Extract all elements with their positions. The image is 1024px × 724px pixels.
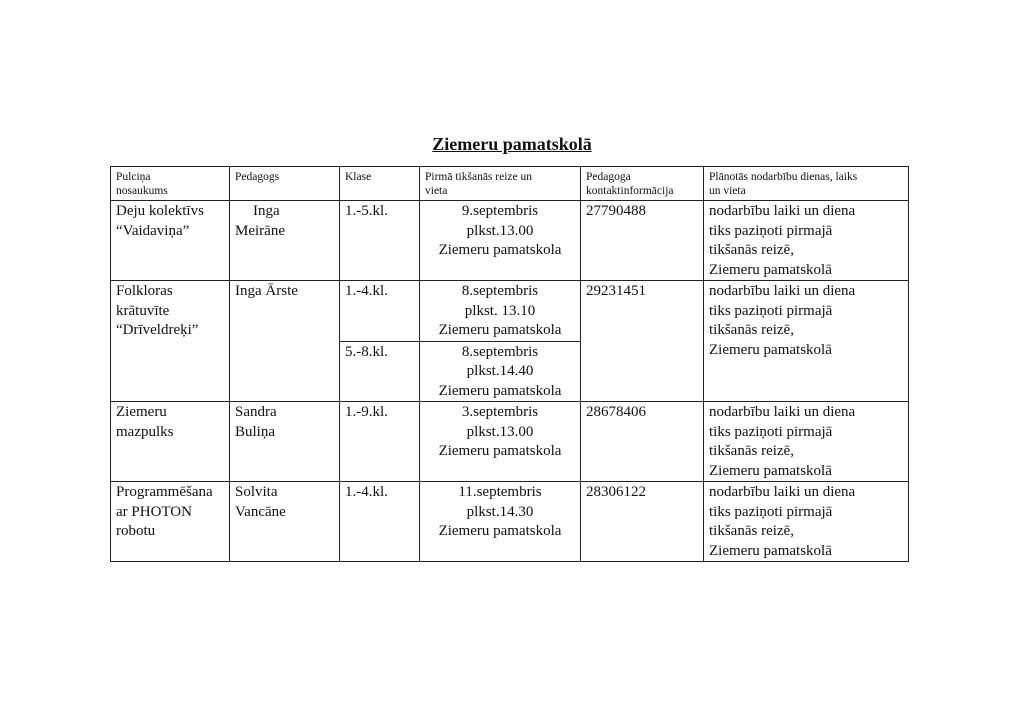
table-row	[111, 402, 909, 482]
document-title: Ziemeru pamatskolā	[432, 134, 592, 154]
class-cell: 1.-4.kl.	[340, 482, 420, 562]
class-cell: 1.-5.kl.	[340, 201, 420, 281]
first-meeting-cell: 8.septembris plkst.14.40 Ziemeru pamatskola	[420, 341, 581, 402]
activities-table	[110, 166, 909, 562]
teacher-cell: Sandra Buliņa	[230, 402, 340, 482]
activity-name-cell: Programmēšana ar PHOTON robotu	[111, 482, 230, 562]
planned-cell: nodarbību laiki un diena tiks paziņoti pirmajā tikšanās reizē, Ziemeru pamatskolā	[704, 281, 909, 402]
first-meeting-cell: 8.septembris plkst. 13.10 Ziemeru pamatskola	[420, 281, 581, 342]
header-teacher: Pedagogs	[230, 167, 340, 201]
contact-cell: 29231451	[581, 281, 704, 402]
first-meeting-cell: 9.septembris plkst.13.00 Ziemeru pamatskola	[420, 201, 581, 281]
activity-name-cell: Ziemeru mazpulks	[111, 402, 230, 482]
header-activity-name: Pulciņa nosaukums	[111, 167, 230, 201]
contact-cell: 28306122	[581, 482, 704, 562]
class-cell: 1.-4.kl.	[340, 281, 420, 342]
contact-cell: 27790488	[581, 201, 704, 281]
table-row	[111, 281, 909, 342]
class-cell: 5.-8.kl.	[340, 341, 420, 402]
table-header-row	[111, 167, 909, 201]
teacher-cell: Inga Ārste	[230, 281, 340, 402]
activity-name-cell: Folkloras krātuvīte “Drīveldreķi”	[111, 281, 230, 402]
first-meeting-cell: 11.septembris plkst.14.30 Ziemeru pamatskola	[420, 482, 581, 562]
header-class: Klase	[340, 167, 420, 201]
table-row	[111, 201, 909, 281]
table-row	[111, 482, 909, 562]
activity-name-cell: Deju kolektīvs “Vaidaviņa”	[111, 201, 230, 281]
planned-cell: nodarbību laiki un diena tiks paziņoti pirmajā tikšanās reizē, Ziemeru pamatskolā	[704, 482, 909, 562]
header-contact: Pedagoga kontaktinformācija	[581, 167, 704, 201]
teacher-cell: Inga Meirāne	[230, 201, 340, 281]
teacher-cell: Solvita Vancāne	[230, 482, 340, 562]
planned-cell: nodarbību laiki un diena tiks paziņoti pirmajā tikšanās reizē, Ziemeru pamatskolā	[704, 402, 909, 482]
contact-cell: 28678406	[581, 402, 704, 482]
header-first-meeting: Pirmā tikšanās reize un vieta	[420, 167, 581, 201]
planned-cell: nodarbību laiki un diena tiks paziņoti pirmajā tikšanās reizē, Ziemeru pamatskolā	[704, 201, 909, 281]
first-meeting-cell: 3.septembris plkst.13.00 Ziemeru pamatskola	[420, 402, 581, 482]
class-cell: 1.-9.kl.	[340, 402, 420, 482]
header-planned: Plānotās nodarbību dienas, laiks un vieta	[704, 167, 909, 201]
